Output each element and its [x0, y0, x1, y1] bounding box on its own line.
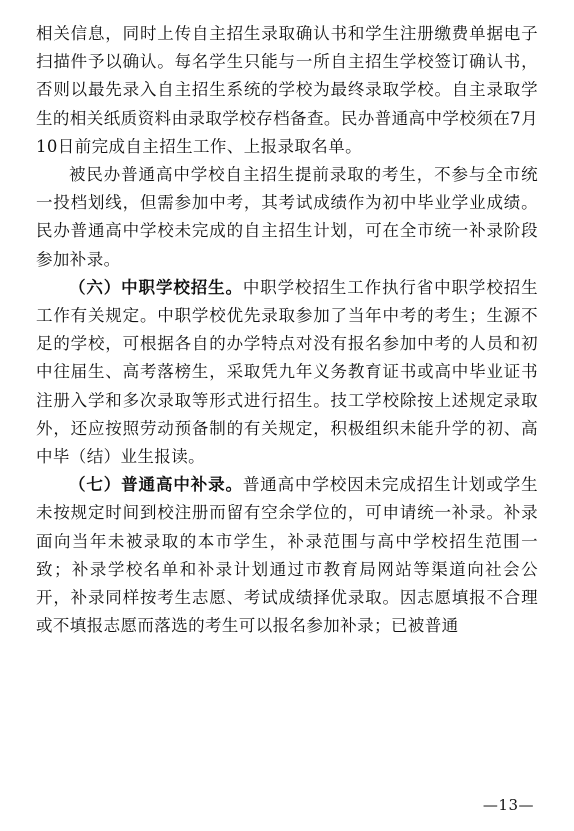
paragraph-4-text: 普通高中学校因未完成招生计划或学生未按规定时间到校注册而留有空余学位的，可申请统一补录。补录面向当年未被录取的本市学生，补录范围与高中学校招生范围一致；补录学校名单和补录计划通过市教育局网站等渠道向社会公开，补录同样按考生志愿、考试成绩择优录取。因志愿填报不合理或不填报志愿而落选的考生可以报名参加补录；已被普通: [36, 475, 538, 636]
paragraph-3-text: 中职学校招生工作执行省中职学校招生工作有关规定。中职学校优先录取参加了当年中考的考生；生源不足的学校，可根据各自的办学特点对没有报名参加中考的人员和初中往届生、高考落榜生，采取凭九年义务教育证书或高中毕业证书注册入学和多次录取等形式进行招生。技工学校除按上述规定录取外，还应按照劳动预备制的有关规定，积极组织未能升学的初、高中毕（结）业生报读。: [36, 277, 538, 467]
paragraph-3-heading: （六）中职学校招生。: [69, 277, 243, 297]
paragraph-2-text: 被民办普通高中学校自主招生提前录取的考生，不参与全市统一投档划线，但需参加中考，其考试成绩作为初中毕业学业成绩。民办普通高中学校未完成的自主招生计划，可在全市统一补录阶段参加补录。: [36, 165, 538, 269]
paragraph-4: [36, 471, 538, 640]
paragraph-3: [36, 274, 538, 471]
paragraph-1: [36, 20, 538, 161]
paragraph-2: [36, 161, 538, 274]
document-page: [36, 20, 538, 640]
page-number: —13—: [482, 796, 534, 814]
paragraph-1-text: 相关信息，同时上传自主招生录取确认书和学生注册缴费单据电子扫描件予以确认。每名学生只能与一所自主招生学校签订确认书，否则以最先录入自主招生系统的学校为最终录取学校。自主录取学生的相关纸质资料由录取学校存档备查。民办普通高中学校须在7月10日前完成自主招生工作、上报录取名单。: [36, 24, 538, 156]
paragraph-4-heading: （七）普通高中补录。: [69, 475, 243, 495]
